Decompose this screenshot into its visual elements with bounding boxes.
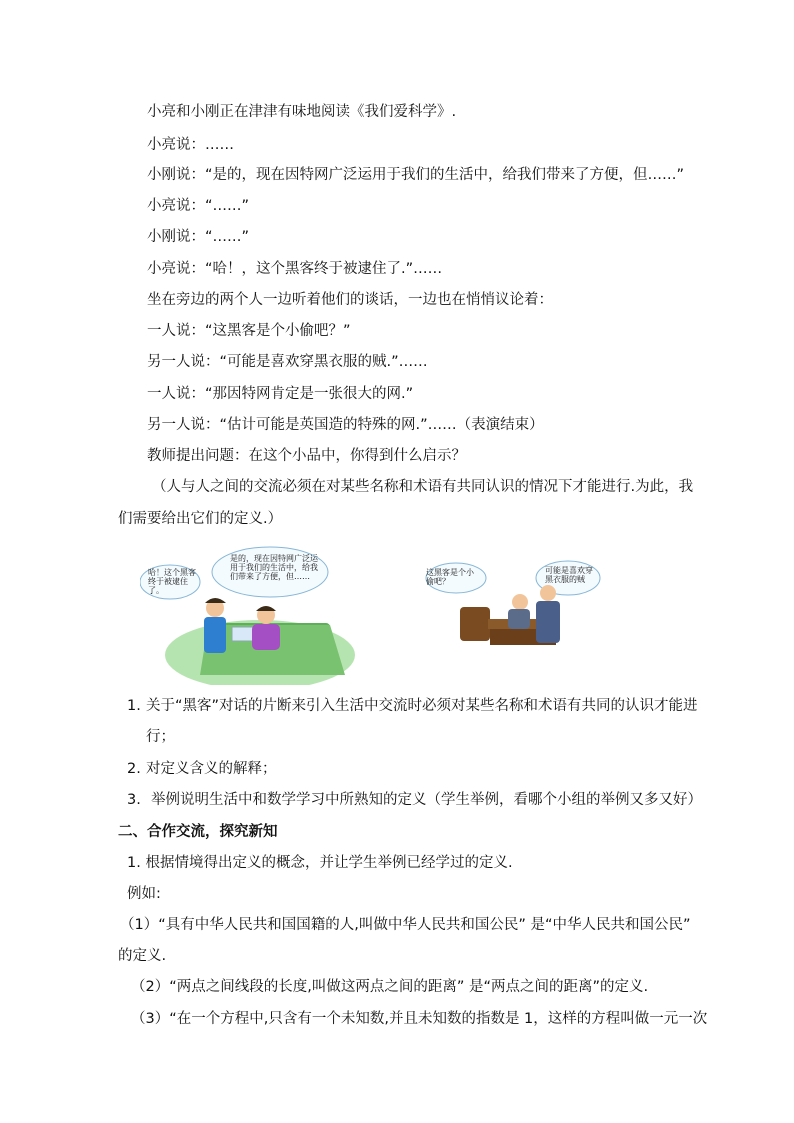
- illustration-eavesdropping-scene: [410, 545, 610, 650]
- dialogue-line: 小刚说：“……”: [147, 229, 250, 245]
- list-item-continuation: 行；: [146, 729, 175, 745]
- section-item: （3）“在一个方程中,只含有一个未知数,并且未知数的指数是 1，这样的方程叫做一元一次: [131, 1011, 708, 1027]
- dialogue-line: 另一人说：“估计可能是英国造的特殊的网.”……（表演结束）: [147, 417, 544, 433]
- bubble-text: 哈！这个黑客终于被逮住了。: [148, 568, 196, 595]
- dialogue-line: 小亮说：“哈！，这个黑客终于被逮住了.”……: [147, 261, 443, 277]
- bubble-text: 这黑客是个小偷吧？: [426, 568, 474, 586]
- dialogue-line: 一人说：“那因特网肯定是一张很大的网.”: [147, 386, 414, 402]
- dialogue-line: 一人说：“这黑客是个小偷吧？”: [147, 323, 351, 339]
- section-item: 的定义.: [118, 948, 167, 964]
- dialogue-line: 小亮说：……: [147, 137, 234, 153]
- bubble-text: 可能是喜欢穿黑衣服的贼: [545, 566, 593, 584]
- dialogue-line: 小刚说：“是的，现在因特网广泛运用于我们的生活中，给我们带来了方便，但……”: [147, 167, 685, 183]
- list-item: 关于“黑客”对话的片断来引入生活中交流时必须对某些名称和术语有共同的认识才能进: [146, 698, 698, 714]
- section-title: 二、合作交流，探究新知: [118, 824, 278, 840]
- list-number: 3.: [127, 792, 141, 808]
- section-item: 例如:: [127, 886, 161, 902]
- section-item: 1. 根据情境得出定义的概念，并让学生举例已经学过的定义.: [127, 855, 513, 871]
- note-line: 们需要给出它们的定义.）: [118, 511, 283, 527]
- teacher-question: 教师提出问题：在这个小品中，你得到什么启示？: [147, 448, 466, 464]
- section-item: （2）“两点之间线段的长度,叫做这两点之间的距离” 是“两点之间的距离”的定义.: [131, 979, 649, 995]
- list-number: 2.: [127, 761, 141, 777]
- list-item: 对定义含义的解释；: [146, 761, 277, 777]
- section-item: （1）“具有中华人民共和国国籍的人,叫做中华人民共和国公民” 是“中华人民共和国公民”: [120, 917, 691, 933]
- dialogue-line: 小亮说：“……”: [147, 198, 250, 214]
- dialogue-line: 另一人说：“可能是喜欢穿黑衣服的贼.”……: [147, 354, 428, 370]
- list-number: 1.: [127, 698, 141, 714]
- bubble-text: 是的，现在因特网广泛运用于我们的生活中，给我们带来了方便，但……: [230, 554, 318, 581]
- note-line: （人与人之间的交流必须在对某些名称和术语有共同认识的情况下才能进行.为此，我: [152, 479, 694, 495]
- list-item: 举例说明生活中和数学学习中所熟知的定义（学生举例，看哪个小组的举例又多又好）: [151, 792, 702, 808]
- dialogue-line: 小亮和小刚正在津津有味地阅读《我们爱科学》.: [147, 104, 457, 120]
- dialogue-line: 坐在旁边的两个人一边听着他们的谈话，一边也在悄悄议论着：: [147, 292, 553, 308]
